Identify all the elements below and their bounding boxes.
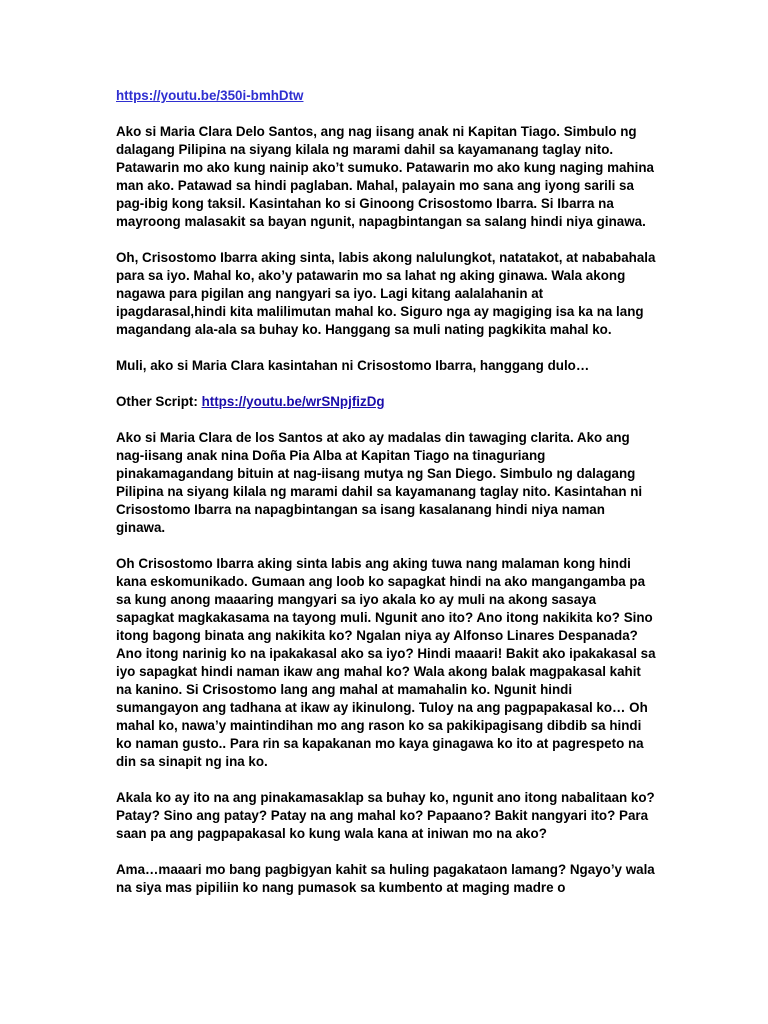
paragraph: Oh, Crisostomo Ibarra aking sinta, labis akong nalulungkot, natatakot, at nababahala para sa iyo. Mahal ko, ako’y patawarin mo sa lahat ng aking ginawa. Wala akong nagawa para pigilan ang nangyari sa iyo. Lagi kitang aalalahanin at ipagdarasal,hindi kita malilimutan mahal ko. Siguro nga ay magiging isa ka na lang magandang ala-ala sa buhay ko. Hanggang sa muli nating pagkikita mahal ko. bbox=[116, 250, 656, 337]
paragraph: Oh Crisostomo Ibarra aking sinta labis ang aking tuwa nang malaman kong hindi kana eskomunikado. Gumaan ang loob ko sapagkat hindi na ako mangangamba pa sa kung anong maaaring mangyari sa iyo akala ko ay muli na akong sasaya sapagkat magkakasama na tayong muli. Ngunit ano ito? Ano itong nakikita ko? Sino itong bagong binata ang nakikita ko? Ngalan niya ay Alfonso Linares Despanada? Ano itong narinig ko na ipakakasal ako sa iyo? Hindi maaari! Bakit ako ipakakasal sa iyo sapagkat hindi naman ikaw ang mahal ko? Wala akong balak magpakasal kahit na kanino. Si Crisostomo lang ang mahal at mamahalin ko. Ngunit hindi sumangayon ang tadhana at ikaw ay ikinulong. Tuloy na ang pagpapakasal ko… Oh mahal ko, nawa’y maintindihan mo ang rason ko sa pakikipagisang dibdib sa hindi ko naman gusto.. Para rin sa kapakanan mo kaya ginagawa ko ito at pagrespeto na din sa sinapit ng ina ko. bbox=[116, 556, 656, 769]
paragraph: Ama…maaari mo bang pagbigyan kahit sa huling pagakataon lamang? Ngayo’y wala na siya mas pipiliin ko nang pumasok sa kumbento at maging madre o bbox=[116, 862, 655, 895]
document-body bbox=[116, 87, 656, 915]
paragraph: Akala ko ay ito na ang pinakamasaklap sa buhay ko, ngunit ano itong nabalitaan ko? Patay? Sino ang patay? Patay na ang mahal ko? Papaano? Bakit nangyari ito? Para saan pa ang pagpapakasal ko kung wala kana at iniwan mo na ako? bbox=[116, 790, 655, 841]
paragraph: Ako si Maria Clara Delo Santos, ang nag iisang anak ni Kapitan Tiago. Simbulo ng dalagang Pilipina na siyang kilala ng marami dahil sa kayamanang taglay nito. Patawarin mo ako kung nainip ako’t sumuko. Patawarin mo ako kung naging mahina man ako. Patawad sa hindi paglaban. Mahal, palayain mo sana ang iyong sarili sa pag-ibig kong taksil. Kasintahan ko si Ginoong Crisostomo Ibarra. Si Ibarra na mayroong malasakit sa bayan ngunit, napagbintangan sa salang hindi niya ginawa. bbox=[116, 124, 654, 229]
paragraph: Muli, ako si Maria Clara kasintahan ni Crisostomo Ibarra, hanggang dulo… bbox=[116, 358, 590, 373]
other-script-line bbox=[116, 393, 656, 411]
other-script-link[interactable]: https://youtu.be/wrSNpjfizDg bbox=[201, 394, 385, 409]
top-link-line bbox=[116, 87, 656, 105]
other-script-label: Other Script: bbox=[116, 394, 202, 409]
youtube-link[interactable]: https://youtu.be/350i-bmhDtw bbox=[116, 88, 304, 103]
paragraph: Ako si Maria Clara de los Santos at ako ay madalas din tawaging clarita. Ako ang nag-iisang anak nina Doña Pia Alba at Kapitan Tiago na tinaguriang pinakamagandang bituin at nag-iisang mutya ng San Diego. Simbulo ng dalagang Pilipina na siyang kilala ng marami dahil sa kayamanang taglay nito. Kasintahan ni Crisostomo Ibarra na napagbintangan sa isang kasalanang hindi niya naman ginawa. bbox=[116, 430, 643, 535]
